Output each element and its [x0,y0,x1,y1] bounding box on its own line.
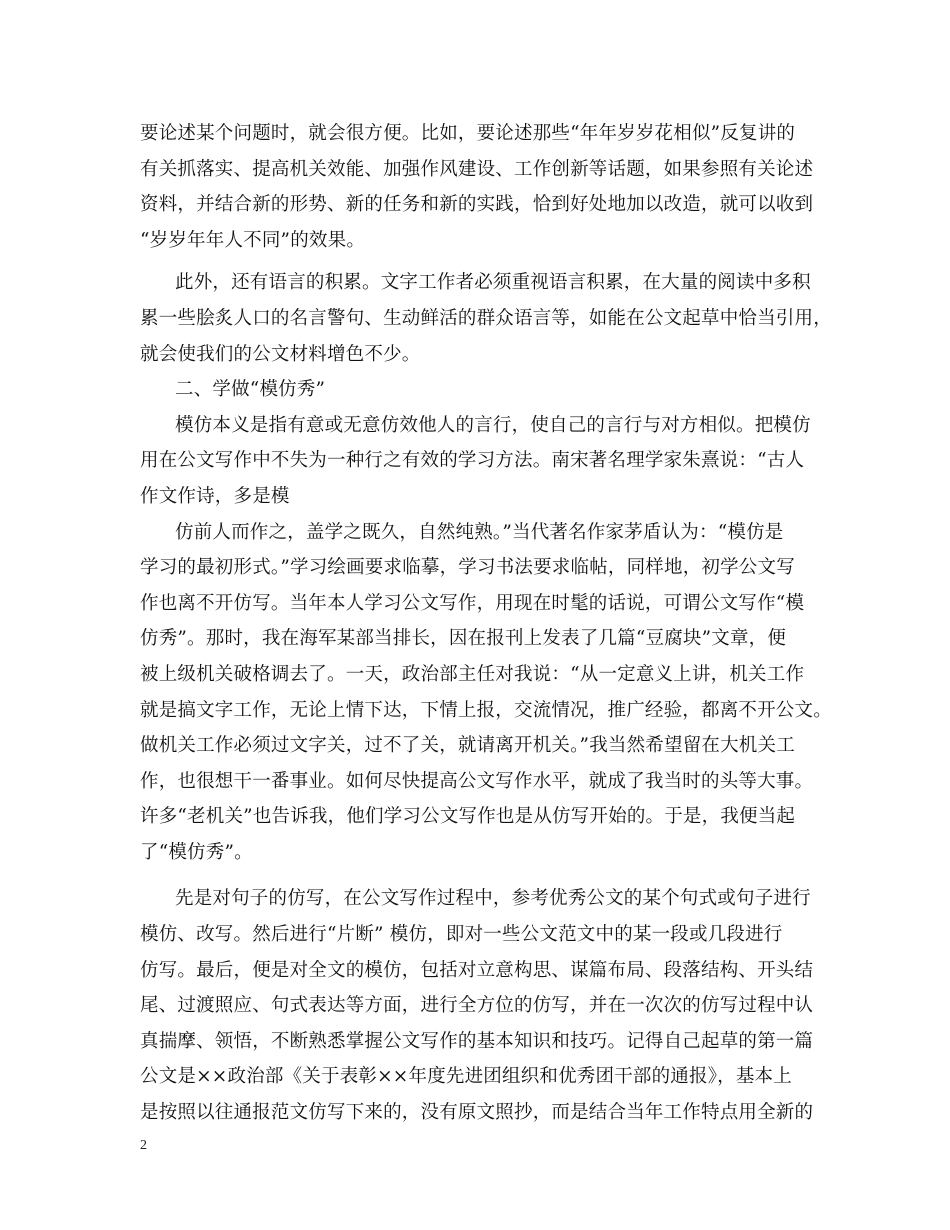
text-line: 公文是××政治部《关于表彰××年度先进团组织和优秀团干部的通报》，基本上 [140,1066,792,1088]
text-line: 仿秀”。那时，我在海军某部当排长，因在报刊上发表了几篇“豆腐块”文章，便 [140,628,787,650]
paragraph-start-line: 仿前人而作之，盖学之既久，自然纯熟。”当代著名作家茅盾认为：“模仿是 [175,521,784,543]
text-line: 用在公文写作中不失为一种行之有效的学习方法。南宋著名理学家朱熹说：“古人 [140,450,805,472]
text-line: 作，也很想干一番事业。如何尽快提高公文写作水平，就成了我当时的头等大事。 [140,770,814,792]
text-line: 被上级机关破格调去了。一天，政治部主任对我说：“从一定意义上讲，机关工作 [140,663,805,685]
text-line: 学习的最初形式。”学习绘画要求临摹，学习书法要求临帖，同样地，初学公文写 [140,557,795,579]
text-line: 是按照以往通报范文仿写下来的，没有原文照抄，而是结合当年工作特点用全新的 [140,1102,814,1124]
text-line: 了“模仿秀”。 [140,841,253,863]
paragraph-start-line: 先是对句子的仿写，在公文写作过程中，参考优秀公文的某个句式或句子进行 [175,888,811,910]
document-body [140,116,832,1131]
page-number: 2 [140,1138,147,1153]
text-line: 许多“老机关”也告诉我，他们学习公文写作也是从仿写开始的。于是，我便当起 [140,806,796,828]
text-line: 仿写。最后，便是对全文的模仿，包括对立意构思、谋篇布局、段落结构、开头结 [140,959,814,981]
section-heading: 二、学做“模仿秀” [175,379,326,401]
text-line: 要论述某个问题时，就会很方便。比如，要论述那些“年年岁岁花相似”反复讲的 [140,123,796,144]
paragraph-start-line: 此外，还有语言的积累。文字工作者必须重视语言积累，在大量的阅读中多积 [175,272,811,294]
text-line: 做机关工作必须过文字关，过不了关，就请离开机关。”我当然希望留在大机关工 [140,735,795,757]
paragraph-start-line: 模仿本义是指有意或无意仿效他人的言行，使自己的言行与对方相似。把模仿 [175,414,811,436]
text-line: 资料，并结合新的形势、新的任务和新的实践，恰到好处地加以改造，就可以收到 [140,194,814,216]
text-line: 模仿、改写。然后进行“片断” 模仿，即对一些公文范文中的某一段或几段进行 [140,924,783,946]
text-line: 真揣摩、领悟，不断熟悉掌握公文写作的基本知识和技巧。记得自己起草的第一篇 [140,1030,814,1052]
text-line: 作文作诗，多是模 [140,485,290,507]
text-line: 有关抓落实、提高机关效能、加强作风建设、工作创新等话题，如果参照有关论述 [140,158,814,180]
text-line: 就是搞文字工作，无论上情下达，下情上报，交流情况，推广经验，都离不开公文。 [140,699,832,721]
text-line: 作也离不开仿写。当年本人学习公文写作，用现在时髦的话说，可谓公文写作“模 [140,592,805,614]
text-line: “岁岁年年人不同”的效果。 [140,229,366,251]
text-line: 尾、过渡照应、句式表达等方面，进行全方位的仿写，并在一次次的仿写过程中认 [140,995,814,1017]
text-line: 就会使我们的公文材料增色不少。 [140,343,421,365]
text-line: 累一些脍炙人口的名言警句、生动鲜活的群众语言等，如能在公文起草中恰当引用， [140,307,832,329]
